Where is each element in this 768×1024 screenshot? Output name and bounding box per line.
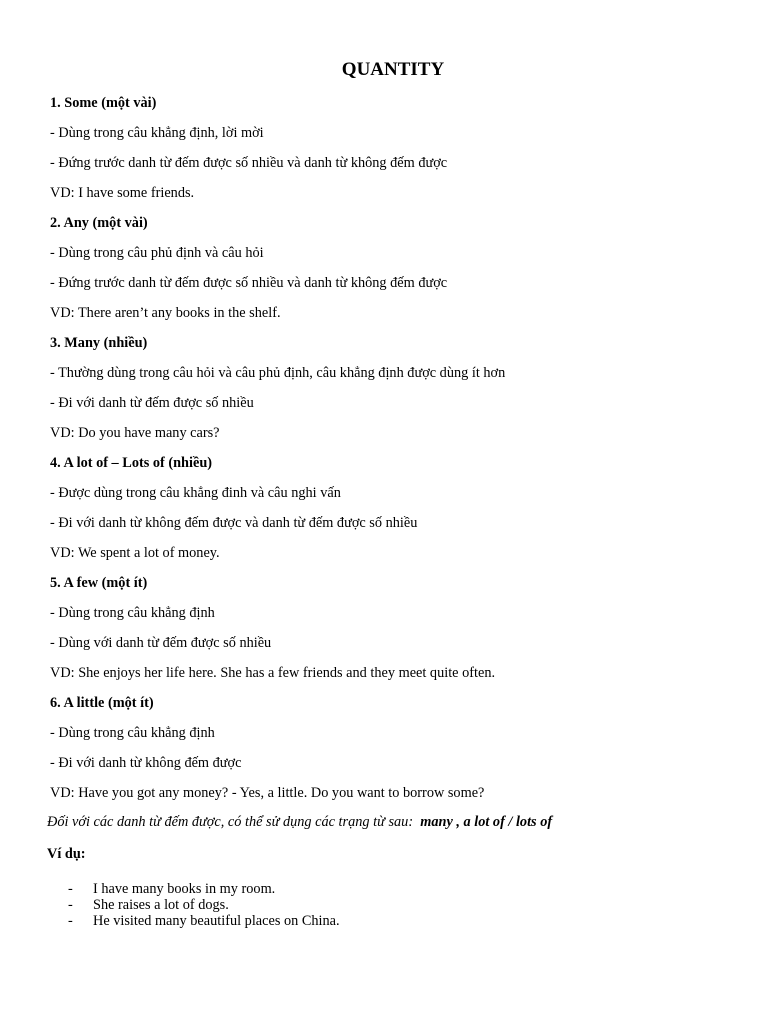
section-line: - Thường dùng trong câu hỏi và câu phủ định, câu khẳng định được dùng ít hơn xyxy=(50,365,506,381)
bullet-dash: - xyxy=(68,897,73,913)
page-title: QUANTITY xyxy=(341,59,445,80)
section-example: VD: There aren’t any books in the shelf. xyxy=(50,305,281,321)
section-example: VD: We spent a lot of money. xyxy=(50,545,220,561)
section-example: VD: Have you got any money? - Yes, a little. Do you want to borrow some? xyxy=(50,785,485,801)
list-item xyxy=(68,913,340,929)
bullet-dash: - xyxy=(68,913,73,929)
section-some xyxy=(50,91,750,211)
section-a-little xyxy=(50,691,750,811)
section-heading: 1. Some (một vài) xyxy=(50,95,157,111)
section-any xyxy=(50,211,750,331)
section-line: - Đi với danh từ đếm được số nhiều xyxy=(50,395,254,411)
list-item xyxy=(68,881,340,897)
section-heading: 5. A few (một ít) xyxy=(50,575,148,591)
section-line: - Dùng trong câu khẳng định, lời mời xyxy=(50,125,264,141)
section-example: VD: I have some friends. xyxy=(50,185,195,201)
section-line: - Được dùng trong câu khẳng đinh và câu nghi vấn xyxy=(50,485,341,501)
section-example: VD: Do you have many cars? xyxy=(50,425,220,441)
note-emphasis: many , a lot of / lots of xyxy=(420,814,553,830)
list-item xyxy=(68,897,340,913)
note-text: Đối với các danh từ đếm được, có thể sử dụng các trạng từ sau: xyxy=(47,814,414,830)
sections-container xyxy=(50,91,750,811)
section-line: - Đi với danh từ không đếm được xyxy=(50,755,242,771)
countable-note xyxy=(47,814,552,831)
section-heading: 4. A lot of – Lots of (nhiều) xyxy=(50,455,213,471)
section-line: - Đi với danh từ không đếm được và danh từ đếm được số nhiều xyxy=(50,515,418,531)
section-line: - Đứng trước danh từ đếm được số nhiều và danh từ không đếm được xyxy=(50,275,448,291)
bullet-dash: - xyxy=(68,881,73,897)
section-many xyxy=(50,331,750,451)
section-heading: 3. Many (nhiều) xyxy=(50,335,148,351)
section-line: - Dùng trong câu khẳng định xyxy=(50,725,215,741)
section-line: - Dùng trong câu phủ định và câu hỏi xyxy=(50,245,264,261)
example-text: I have many books in my room. xyxy=(93,881,276,897)
example-text: She raises a lot of dogs. xyxy=(93,897,229,913)
section-line: - Dùng trong câu khẳng định xyxy=(50,605,215,621)
section-line: - Dùng với danh từ đếm được số nhiều xyxy=(50,635,272,651)
examples-label: Ví dụ: xyxy=(47,846,86,862)
section-heading: 2. Any (một vài) xyxy=(50,215,148,231)
example-text: He visited many beautiful places on China. xyxy=(93,913,340,929)
section-a-few xyxy=(50,571,750,691)
section-heading: 6. A little (một ít) xyxy=(50,695,154,711)
section-a-lot-of xyxy=(50,451,750,571)
examples-list xyxy=(68,881,340,929)
section-line: - Đứng trước danh từ đếm được số nhiều và danh từ không đếm được xyxy=(50,155,448,171)
section-example: VD: She enjoys her life here. She has a few friends and they meet quite often. xyxy=(50,665,496,681)
